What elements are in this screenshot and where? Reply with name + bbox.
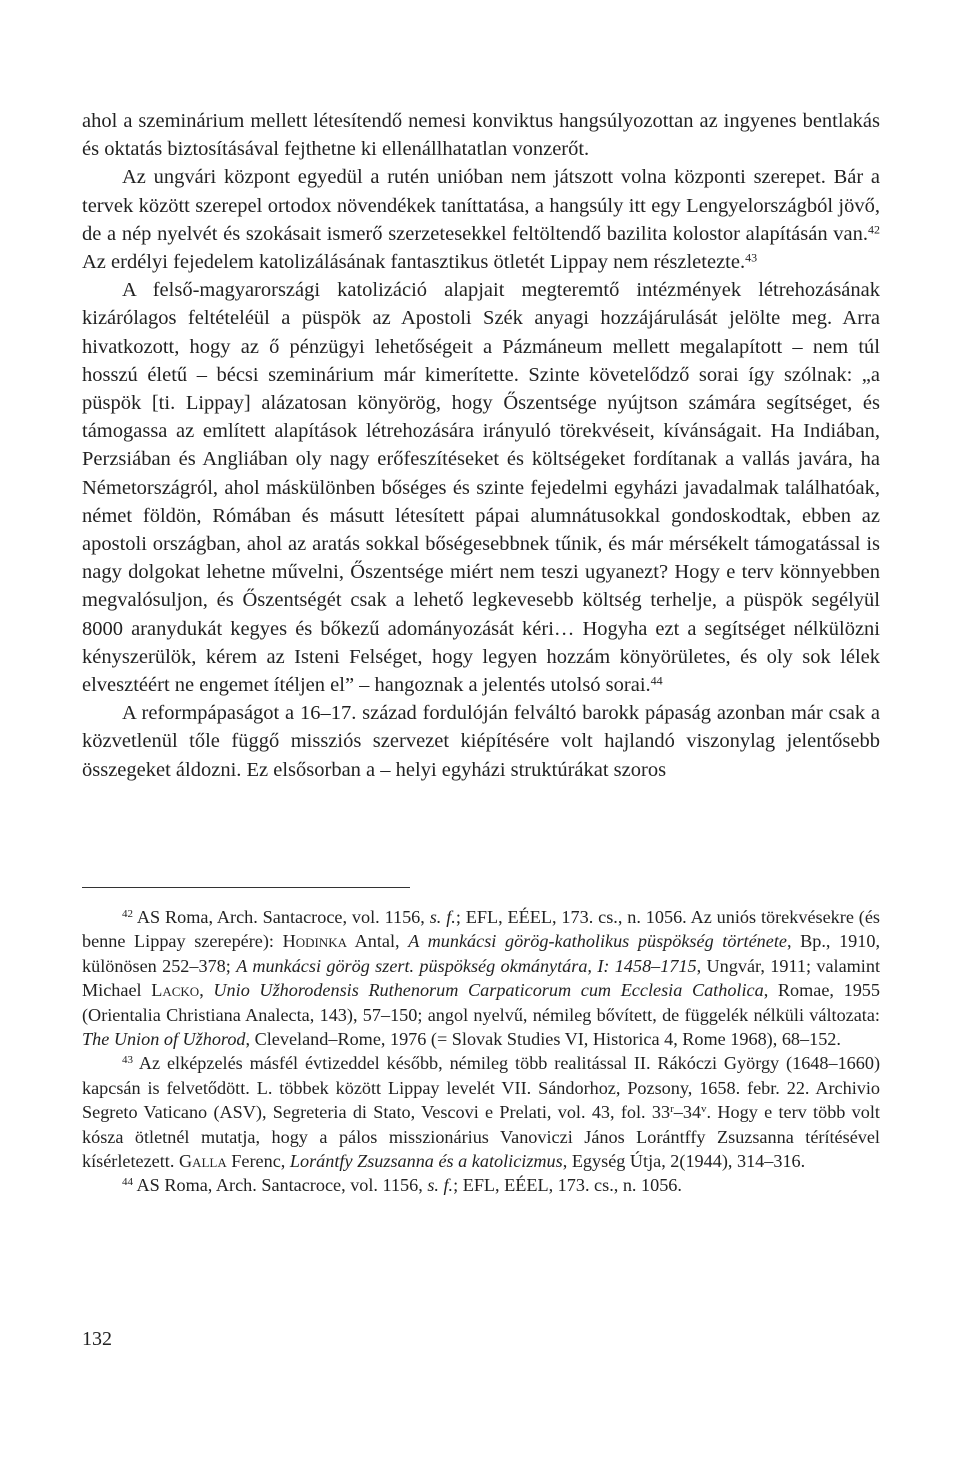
footnote-ref-42: 42: [868, 222, 880, 237]
page-number: 132: [82, 1328, 112, 1350]
footnote-43: $^{43}$ Az elképzelés másfél évtizeddel később, némileg több realitással II. Rákóczi György (1648–1660) kapcsán is felvetődött. L. többek között Lippay levelét VII. Sándorhoz, Pozsony, 1658. febr. 22. Archivio Segreto Vaticano (ASV), Segreteria di Stato, Vescovi e Prelati, vol. 43, fol. 33$^r$–34$^v$. Hogy e terv több volt kósza ötletnél mutatja, hogy a pálos misszionárius Vanoviczi János Lorántffy Zsuzsanna térítésével kísérletezett. Galla Ferenc, Lorántfy Zsuzsanna és a katolicizmus, Egység Útja, 2(1944), 314–316.: [82, 1053, 880, 1172]
paragraph: A reformpápaságot a 16–17. század fordulóján felváltó barokk pápaság azonban már csak a közvetlenül tőle függő missziós szervezet kiépítésére volt hajlandó viszonylag jelentősebb összegeket áldozni. Ez elsősorban a – helyi egyházi struktúrákat szoros: [82, 702, 880, 781]
footnote-ref-43: 43: [745, 250, 758, 265]
paragraph: ahol a szeminárium mellett létesítendő nemesi konviktus hangsúlyozottan az ingyenes bentlakás és oktatás biztosításával fejthetne ki ellenállhatatlan vonzerőt.: [82, 110, 880, 161]
footnote-separator: [82, 887, 410, 888]
paragraph: A felső-magyarországi katolizáció alapjait megteremtő intézmények létrehozásának kizárólagos feltételéül a püspök az Apostoli Szék anyagi hozzájárulását jelölte meg. Arra hivatkozott, hogy az ő pénzügyi lehetőségeit a Pázmáneum mellett megalapított – nem túl hosszú életű – bécsi szeminárium már kimerítette. Szinte követelődző sorai így szólnak: „a püspök [ti. Lippay] alázatosan könyörög, hogy Őszentsége nyújtson számára segítséget, és támogassa az említett alapítások létrehozására irányuló törekvéseit, kívánságait. Ha Indiában, Perzsiában és Angliában oly nagy erőfeszítéseket és költségeket fordítanak a vallás javára, ha Németországról, ahol máskülönben bőséges és szinte fejedelmi egyházi javadalmak találhatóak, német földön, Rómában és másutt létesített pápai alumnátusokkal gondoskodtak, ebben az apostoli országban, ahol az aratás sokkal bőségesebbnek tűnik, és már mérsékelt támogatással is nagy dolgokat lehetne művelni, Őszentsége miért nem teszi ugyanezt? Hogy e terv könnyebben megvalósuljon, és Őszentségét csak a lehető legkevesebb költség terhelje, a püspök segélyül 8000 aranydukát kegyes és bőkezű adományozását kéri… Hogyha ezt a segítséget nélkülözni kényszerülök, kérem az Isteni Felséget, hogy legyen hozzám könyörületes, és oly sok lélek elvesztéért ne engemet ítéljen el” – hangoznak a jelentés utolsó sorai.$^{44}$: [82, 279, 880, 697]
footnote-ref-44: 44: [650, 673, 663, 688]
main-text: [82, 107, 880, 784]
paragraph: Az ungvári központ egyedül a rutén unióban nem játszott volna központi szerepet. Bár a tervek között szerepel ortodox növendékek taníttatása, a hangsúly itt egy Lengyelországból jövő, de a nép nyelvét és szokásait ismerő szerzetesekkel feltöltendő bazilita kolostor alapításán van.$^{42}$ Az erdélyi fejedelem katolizálásának fantasztikus ötletét Lippay nem részletezte.$^{43}$: [82, 166, 880, 274]
footnote-44: $^{44}$ AS Roma, Arch. Santacroce, vol. 1156, s. f.; EFL, EÉEL, 173. cs., n. 1056.: [122, 1175, 682, 1196]
footnotes: [82, 905, 880, 1198]
footnote-42: $^{42}$ AS Roma, Arch. Santacroce, vol. 1156, s. f.; EFL, EÉEL, 173. cs., n. 1056. Az uniós törekvésekre (és benne Lippay szerepére): Hodinka Antal, A munkácsi görög-katholikus püspökség története, Bp., 1910, különösen 252–378; A munkácsi görög szert. püspökség okmánytára, I: 1458–1715, Ungvár, 1911; valamint Michael Lacko, Unio Užhorodensis Ruthenorum Carpaticorum cum Ecclesia Catholica, Romae, 1955 (Orientalia Christiana Analecta, 143), 57–150; angol nyelvű, némileg bővített, de függelék nélküli változata: The Union of Užhorod, Cleveland–Rome, 1976 (= Slovak Studies VI, Historica 4, Rome 1968), 68–152.: [82, 907, 881, 1050]
